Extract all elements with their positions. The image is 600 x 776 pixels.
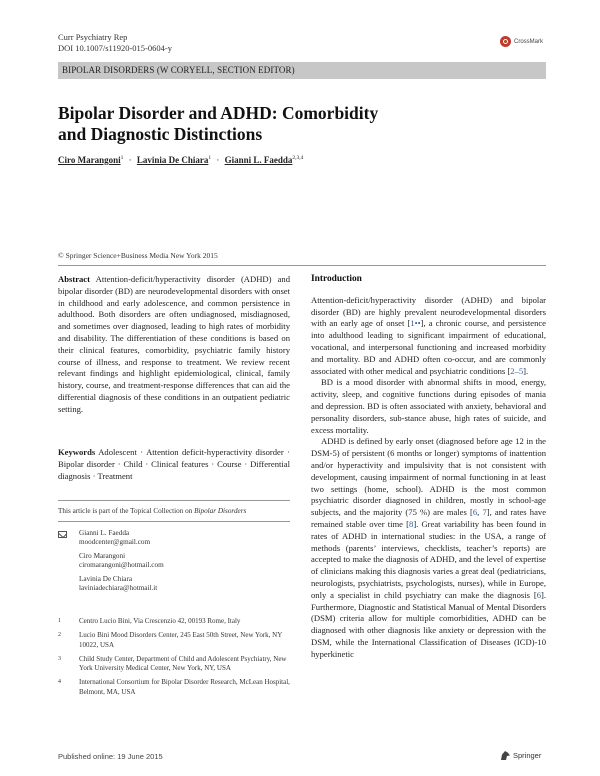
affiliation-item <box>58 655 290 674</box>
text-run: Attention-deficit/hyperactivity disorder (ADHD) and bipolar disorder (BD) are highly prevalent neurodevelopmental disorders with an early age of onset [ <box>311 294 546 329</box>
crossmark-label: CrossMark <box>514 38 544 45</box>
affiliation-item <box>58 631 290 650</box>
abstract <box>58 274 290 416</box>
author-affil-ref: 1 <box>208 155 212 161</box>
affiliation-number: 3 <box>58 655 61 662</box>
affiliation-number: 4 <box>58 679 61 686</box>
keywords-text: Adolescent · Attention deficit-hyperactivity disorder · Bipolar disorder · Child · Clinical features · Course · Differential diagnosis · Treatment <box>58 447 290 481</box>
text-run: ]. Furthermore, Diagnostic and Statistical Manual of Mental Disorders (DSM) criteria allow for multiple comorbidities, ADHD can be diagnosed with other diagnosis like anxiety or depression with the DSM, while the International Classification of Diseases (ICD)-10 hyperkinetic <box>311 589 546 659</box>
title-line-1: Bipolar Disorder and ADHD: Comorbidity <box>58 103 379 123</box>
citation-link[interactable]: 2–5 <box>510 365 524 376</box>
section-banner: BIPOLAR DISORDERS (W CORYELL, SECTION EDITOR) <box>58 62 546 79</box>
topical-collection-note <box>58 507 290 515</box>
paragraph: BD is a mood disorder with abnormal shifts in mood, energy, activity, sleep, and cognitive functions during episodes of mania and depression. BD is often associated with anxiety, behavioral and personality disorders, sub-stance abuse, high rates of suicide, and excess mortality. <box>311 377 546 435</box>
author-separator: · <box>216 155 220 165</box>
affiliation-text: Lucio Bini Mood Disorders Center, 245 East 50th Street, New York, NY 10022, USA <box>79 631 283 649</box>
citation-link[interactable]: 8 <box>409 518 414 529</box>
keywords-label: Keywords <box>58 447 96 457</box>
abstract-label: Abstract <box>58 274 90 284</box>
contact-email[interactable]: moodcenter@gmail.com <box>79 538 151 547</box>
citation-link[interactable]: 1•• <box>410 318 421 329</box>
affiliation-text: International Consortium for Bipolar Disorder Research, McLean Hospital, Belmont, MA, USA <box>79 678 290 696</box>
text-run: ADHD is defined by early onset (diagnosed before age 12 in the DSM-5) of persistent (6 months or longer) symptoms of inattention and/or hyperactivity and impulsivity that is not consistent with development, causing impairment of normal functioning in at least two settings (home, school). ADHD is the most common psychiatric disorder diagnosed in children, mostly in school-age subjects, and the majority (75 %) are males [ <box>311 436 546 518</box>
divider <box>58 521 290 522</box>
divider <box>58 500 290 501</box>
affiliation-number: 1 <box>58 618 61 624</box>
author-affil-ref: 2,3,4 <box>292 155 304 161</box>
author-name[interactable]: Gianni L. Faedda <box>224 155 293 165</box>
affiliation-text: Child Study Center, Department of Child and Adolescent Psychiatry, New York University Medical Center, New York, NY, USA <box>79 654 287 673</box>
affiliations <box>58 617 290 702</box>
journal-header <box>58 32 172 54</box>
contact-email[interactable]: ciromarangoni@hotmail.com <box>79 561 164 570</box>
correspondence-contacts <box>79 529 164 593</box>
contact-name: Gianni L. Faedda <box>79 529 130 537</box>
publisher-logo <box>500 751 541 760</box>
springer-horse-icon <box>500 751 510 760</box>
text-run: ], a chronic course, and persistence into adulthood leading to significant impairment of educational, vocational, and interpersonal functioning and increased morbidity and mortality. BD and ADHD often co-occur, and are commonly associated with other medical and psychiatric conditions [ <box>311 318 546 376</box>
crossmark-icon <box>500 36 511 47</box>
topical-collection-name[interactable]: Bipolar Disorders <box>194 507 247 515</box>
author-separator: · <box>128 155 132 165</box>
keywords <box>58 447 290 482</box>
article-title <box>58 103 538 145</box>
author-name[interactable]: Ciro Marangoni <box>58 155 121 165</box>
introduction-section <box>311 274 546 661</box>
paragraph <box>311 436 546 660</box>
author-affil-ref: 1 <box>120 155 124 161</box>
text-run: ]. <box>523 365 529 376</box>
crossmark-badge[interactable] <box>500 36 543 47</box>
contact-name: Lavinia De Chiara <box>79 574 133 583</box>
section-heading: Introduction <box>311 274 362 284</box>
doi: DOI 10.1007/s11920-015-0604-y <box>58 43 172 53</box>
author-list <box>58 155 303 165</box>
citation-link[interactable]: 6 <box>472 507 478 518</box>
journal-name: Curr Psychiatry Rep <box>58 32 128 42</box>
published-date: Published online: 19 June 2015 <box>58 752 163 761</box>
abstract-text: Attention-deficit/hyperactivity disorder (ADHD) and bipolar disorder (BD) are neurodevelopmental disorders with onset in childhood and early adolescence, and common persistence in adulthood. Both disorders are often undiagnosed, misdiagnosed, and sometimes over diagnosed, leading to high rates of morbidity and disability. The differentiation of these conditions is based on their clinical features, comorbidity, psychiatric family history course of illness, and response to treatment. We review recent relevant findings and highlight epidemiological, clinical, family history, course, and treatment-response differences that can aid the differential diagnosis of these conditions in an outpatient pediatric setting. <box>58 274 290 414</box>
title-line-2: and Diagnostic Distinctions <box>58 124 263 144</box>
paragraph <box>311 295 546 378</box>
divider <box>58 265 546 266</box>
affiliation-text: Centro Lucio Bini, Via Crescenzio 42, 00193 Rome, Italy <box>79 617 241 625</box>
affiliation-number: 2 <box>58 632 61 639</box>
citation-link[interactable]: 7 <box>482 507 487 518</box>
envelope-icon <box>58 531 67 538</box>
text-run: , <box>477 507 483 518</box>
text-run: ]. Great variability has been found in rates of ADHD in international studies: in the USA, a range of methods (parents’ interviews, checklists, teacher’s reports) are accepted to make the diagnosis of ADHD, and the level of expertise of clinicians making this diagnosis varies a great deal (pediatricians, neurologists, psychiatrists, psychologists, nurses), while in Europe, only a specialist in child psychiatry can make the diagnosis [ <box>311 518 547 600</box>
publisher-name: Springer <box>513 751 542 760</box>
citation-link[interactable]: 6 <box>536 589 541 600</box>
contact-name: Ciro Marangoni <box>79 551 126 560</box>
author-name[interactable]: Lavinia De Chiara <box>136 155 209 165</box>
affiliation-item <box>58 617 290 626</box>
contact-email[interactable]: laviniadechiara@hotmail.it <box>79 584 158 593</box>
affiliation-item <box>58 678 290 697</box>
topical-prefix: This article is part of the Topical Collection on <box>58 507 195 515</box>
copyright-notice: © Springer Science+Business Media New York 2015 <box>58 251 218 260</box>
text-run: ], and rates have remained stable over time [ <box>311 507 547 529</box>
